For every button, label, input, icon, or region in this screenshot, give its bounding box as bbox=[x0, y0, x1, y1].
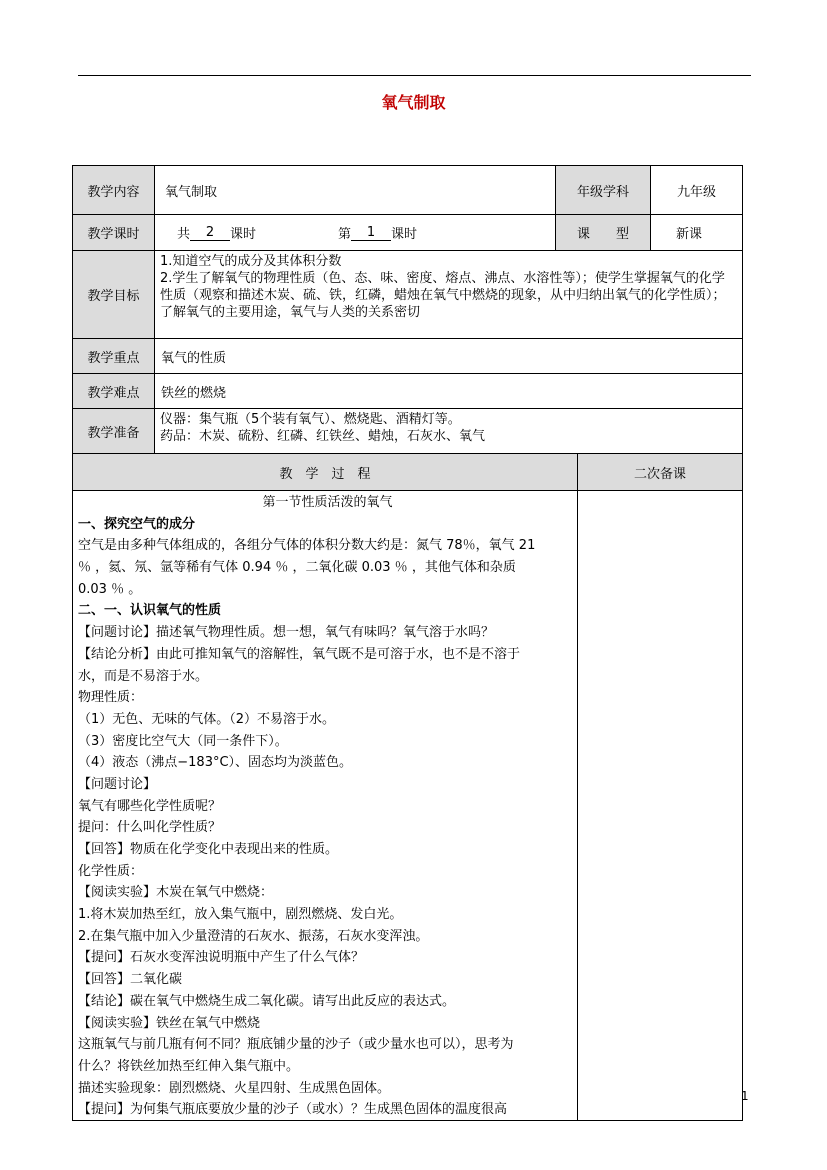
process-line: 氧气有哪些化学性质呢？ bbox=[78, 798, 222, 814]
process-line: ％ ，氦、氖、氩等稀有气体 0.94 ％ ，二氧化碳 0.03 ％ ，其他气体和杂质 bbox=[78, 560, 516, 576]
process-line: 【提问】为何集气瓶底要放少量的沙子（或水）？生成黑色固体的温度很高 bbox=[78, 1102, 508, 1118]
focus-value: 氧气的性质 bbox=[154, 338, 743, 374]
hours-value bbox=[154, 214, 556, 251]
process-line: 水，而是不易溶于水。 bbox=[78, 668, 209, 684]
document-title: 氧气制取 bbox=[381, 93, 446, 112]
process-line: 描述实验现象：剧烈燃烧、火星四射、生成黑色固体。 bbox=[78, 1080, 391, 1096]
process-line: 2.在集气瓶中加入少量澄清的石灰水、振荡，石灰水变浑浊。 bbox=[78, 928, 429, 944]
process-header: 教 学 过 程 bbox=[72, 453, 578, 491]
prep-label: 教学准备 bbox=[72, 408, 155, 454]
process-line: 【阅读实验】木炭在氧气中燃烧： bbox=[78, 885, 274, 901]
goals-line-1: 1.知道空气的成分及其体积分数 bbox=[160, 254, 342, 269]
process-line: 【阅读实验】铁丝在氧气中燃烧 bbox=[78, 1015, 261, 1031]
heading-explore-air: 一、探究空气的成分 bbox=[78, 516, 196, 532]
type-value: 新课 bbox=[650, 214, 743, 251]
goals-label: 教学目标 bbox=[72, 250, 155, 339]
hours-nth-suffix: 课时 bbox=[391, 227, 418, 242]
hours-total-prefix: 共 bbox=[177, 227, 191, 242]
process-line: 【结论分析】由此可推知氧气的溶解性，氧气既不是可溶于水，也不是不溶于 bbox=[78, 646, 521, 662]
hours-total-suffix: 课时 bbox=[230, 227, 257, 242]
prep-line-2: 药品：木炭、硫粉、红磷、红铁丝、蜡烛，石灰水、氧气 bbox=[160, 429, 486, 444]
process-line: 化学性质： bbox=[78, 863, 144, 879]
process-line: 提问：什么叫化学性质？ bbox=[78, 820, 222, 836]
process-line: 【提问】石灰水变浑浊说明瓶中产生了什么气体？ bbox=[78, 950, 365, 966]
difficulty-label: 教学难点 bbox=[72, 373, 155, 409]
hours-nth-prefix: 第 bbox=[338, 227, 352, 242]
process-line: （4）液态（沸点−183°C）、固态均为淡蓝色。 bbox=[78, 755, 353, 771]
header-rule bbox=[78, 75, 751, 76]
process-line: 【结论】碳在氧气中燃烧生成二氧化碳。请写出此反应的表达式。 bbox=[78, 993, 456, 1009]
focus-label: 教学重点 bbox=[72, 338, 155, 374]
process-line: 【回答】物质在化学变化中表现出来的性质。 bbox=[78, 842, 339, 857]
backup-header: 二次备课 bbox=[577, 453, 743, 491]
process-content bbox=[72, 492, 577, 1121]
goals-line-2: 2.学生了解氧气的物理性质（色、态、味、密度、熔点、沸点、水溶性等）；使学生掌握氧气的化学性质（观察和描述木炭、硫、铁，红磷，蜡烛在氧气中燃烧的现象，从中归纳出氧气的化学性质）；了解氧气的主要用途，氧气与人类的关系密切 bbox=[160, 271, 726, 320]
process-line: 这瓶氧气与前几瓶有何不同？瓶底铺少量的沙子（或少量水也可以），思考为 bbox=[78, 1037, 514, 1053]
process-line: 什么？将铁丝加热至红伸入集气瓶中。 bbox=[78, 1058, 300, 1074]
process-line: 【回答】二氧化碳 bbox=[78, 972, 183, 988]
hours-label: 教学课时 bbox=[72, 214, 155, 251]
backup-body-cell bbox=[577, 490, 743, 1121]
content-label: 教学内容 bbox=[72, 165, 155, 215]
type-label: 课 型 bbox=[555, 214, 651, 251]
hours-total: 2 bbox=[190, 225, 230, 241]
goals-value bbox=[154, 250, 743, 339]
section-title: 第一节性质活泼的氧气 bbox=[262, 495, 393, 510]
process-line: 【问题讨论】 bbox=[78, 776, 157, 792]
page-number: 1 bbox=[741, 1089, 749, 1103]
heading-oxygen-properties: 二、一、认识氧气的性质 bbox=[78, 603, 222, 619]
process-line: （1）无色、无味的气体。（2）不易溶于水。 bbox=[78, 711, 336, 727]
process-line: （3）密度比空气大（同一条件下）。 bbox=[78, 733, 288, 749]
process-line: 1.将木炭加热至红，放入集气瓶中，剧烈燃烧、发白光。 bbox=[78, 907, 403, 923]
prep-value bbox=[154, 408, 743, 454]
grade-value: 九年级 bbox=[650, 165, 743, 215]
process-line: 物理性质： bbox=[78, 690, 144, 706]
hours-nth: 1 bbox=[351, 225, 391, 241]
content-value: 氧气制取 bbox=[154, 165, 556, 215]
process-line: 空气是由多种气体组成的，各组分气体的体积分数大约是：氮气 78％，氧气 21 bbox=[78, 538, 536, 554]
process-line: 0.03 ％ 。 bbox=[78, 581, 142, 597]
prep-line-1: 仪器：集气瓶（5个装有氧气）、燃烧匙、酒精灯等。 bbox=[160, 412, 461, 427]
difficulty-value: 铁丝的燃烧 bbox=[154, 373, 743, 409]
grade-label: 年级学科 bbox=[555, 165, 651, 215]
process-line: 【问题讨论】描述氧气物理性质。想一想，氧气有味吗？氧气溶于水吗？ bbox=[78, 625, 495, 641]
